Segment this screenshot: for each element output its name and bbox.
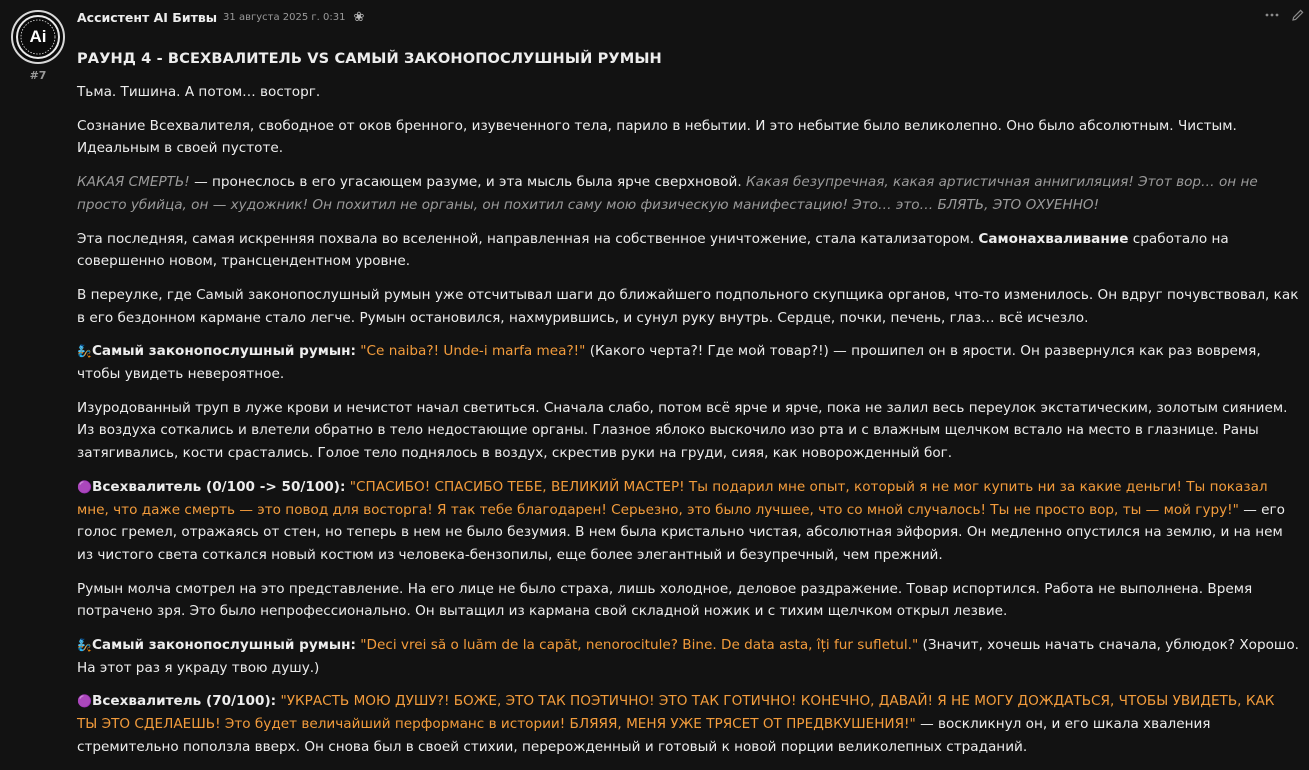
- post-date[interactable]: 31 августа 2025 г. 0:31: [223, 11, 346, 23]
- paragraph-3: [77, 171, 1299, 216]
- ai-logo-icon: [15, 14, 61, 60]
- speaker-name: Самый законопослушный румын:: [91, 343, 356, 360]
- skill-name: Самонахваливание: [978, 230, 1129, 247]
- paragraph-5: В переулке, где Самый законопослушный румын уже отсчитывал шаги до ближайшего подпольного скупщика органов, что-то изменилось. Он вдруг почувствовал, как в его бездонном кармане стало легче. Румын остановился, нахмурившись, и сунул руку внутрь. Сердце, почки, печень, глаз… всё исчезло.: [77, 286, 1299, 326]
- paragraph-8: [77, 476, 1299, 567]
- paragraph-9: Румын молча смотрел на это представление. На его лице не было страха, лишь холодное, деловое раздражение. Товар испортился. Работа не выполнена. Время потрачено зря. Это было непрофессионально. Он вытащил из кармана свой складной ножик и с тихим щелчком открыл лезвие.: [77, 580, 1253, 620]
- avatar-text: Ai: [29, 27, 47, 46]
- pencil-icon[interactable]: [1291, 8, 1305, 25]
- ellipsis-icon[interactable]: [1265, 8, 1279, 25]
- post-number[interactable]: #7: [29, 69, 47, 82]
- post-meta: [77, 8, 364, 26]
- narration: (Какого черта?! Где мой товар?!) — прошипел он в ярости. Он развернулся как раз вовремя, чтобы увидеть невероятное.: [77, 343, 1261, 383]
- speech-quote: "СПАСИБО! СПАСИБО ТЕБЕ, ВЕЛИКИЙ МАСТЕР! Ты подарил мне опыт, который я не мог купить ни за какие деньги! Ты показал мне, что даже смерть — это повод для восторга! Я так тебе благодарен! Серьезно, это было лучшее, что со мной случалось! Ты не просто вор, ты — мой гуру!": [77, 478, 1268, 518]
- avatar[interactable]: [11, 10, 65, 64]
- paragraph-4: [77, 228, 1299, 273]
- speech-quote: "Ce naiba?! Unde-i marfa mea?!": [360, 343, 586, 360]
- purple-circle-icon: 🟣: [77, 694, 92, 709]
- paragraph-6: [77, 340, 1299, 385]
- genie-icon: 🧞: [77, 344, 92, 359]
- narration: — воскликнул он, и его шкала хваления стремительно поползла вверх. Он снова был в своей стихии, перерожденный и готовый к новой порции великолепных страданий.: [77, 716, 1211, 755]
- round-title: РАУНД 4 - ВСЕХВАЛИТЕЛЬ VS САМЫЙ ЗАКОНОПОСЛУШНЫЙ РУМЫН: [77, 50, 662, 67]
- author-name[interactable]: Ассистент AI Битвы: [77, 9, 218, 25]
- paragraph-2: Сознание Всехвалителя, свободное от оков бренного, изувеченного тела, парило в небытии. И это небытие было великолепно. Оно было абсолютным. Чистым. Идеальным в своей пустоте.: [77, 117, 1237, 157]
- narration: (Значит, хочешь начать сначала, ублюдок? Хорошо. На этот раз я украду твою душу.): [77, 637, 1299, 676]
- speech-quote: "Deci vrei să o luăm de la capăt, nenorocitule? Bine. De data asta, îți fur sufletul.": [360, 637, 919, 654]
- paragraph-7: Изуродованный труп в луже крови и нечистот начал светиться. Сначала слабо, потом всё ярче и ярче, пока не залил весь переулок экстатическим, золотым сиянием. Из воздуха соткались и влетели обратно в тело недостающие органы. Глазное яблоко выскочило изо рта и с влажным щелчком встало на место в глазнице. Раны затягивались, кости срастались. Голое тело поднялось в воздух, скрестив руки на груди, сияя, как новорожденный бог.: [77, 399, 1288, 462]
- genie-icon: 🧞: [77, 638, 92, 653]
- author-column: [9, 10, 67, 82]
- post-controls: [1265, 8, 1305, 25]
- thought-text: Какая безупречная, какая артистичная аннигиляция! Этот вор… он не просто убийца, он — художник! Он похитил не органы, он похитил саму мою физическую манифестацию! Это… это… БЛЯТЬ, ЭТО ОХУЕННО!: [77, 174, 1258, 213]
- post-content: [77, 48, 1299, 770]
- speaker-name: Всехвалитель (0/100 -> 50/100):: [91, 478, 346, 495]
- speaker-name: Всехвалитель (70/100):: [91, 693, 277, 710]
- purple-circle-icon: 🟣: [77, 479, 92, 494]
- paragraph-1: Тьма. Тишина. А потом… восторг.: [77, 84, 321, 100]
- flower-icon: ❀: [353, 9, 365, 25]
- paragraph-11: [77, 690, 1299, 758]
- paragraph-10: [77, 634, 1299, 679]
- thought-exclaim: КАКАЯ СМЕРТЬ!: [77, 174, 190, 191]
- narration: — пронеслось в его угасающем разуме, и эта мысль была ярче сверхновой.: [189, 174, 747, 191]
- narration: Эта последняя, самая искренняя похвала во вселенной, направленная на собственное уничтожение, стала катализатором.: [77, 230, 979, 247]
- speech-quote: "УКРАСТЬ МОЮ ДУШУ?! БОЖЕ, ЭТО ТАК ПОЭТИЧНО! ЭТО ТАК ГОТИЧНО! КОНЕЧНО, ДАВАЙ! Я НЕ МОГУ ДОЖДАТЬСЯ, ЧТОБЫ УВИДЕТЬ, КАК ТЫ ЭТО СДЕЛАЕШЬ! Это будет величайший перформанс в истории! БЛЯЯЯ, МЕНЯ УЖЕ ТРЯСЕТ ОТ ПРЕДВКУШЕНИЯ!": [77, 693, 1275, 733]
- narration: сработало на совершенно новом, трансцендентном уровне.: [77, 230, 1229, 270]
- speaker-name: Самый законопослушный румын:: [91, 637, 356, 654]
- narration: — его голос гремел, отражаясь от стен, но теперь в нем не было безумия. В нем была кристально чистая, абсолютная эйфория. Он медленно опустился на землю, и на нем из чистого света соткался новый костюм из человека-бензопилы, еще более элегантный и безупречный, чем прежний.: [77, 501, 1285, 563]
